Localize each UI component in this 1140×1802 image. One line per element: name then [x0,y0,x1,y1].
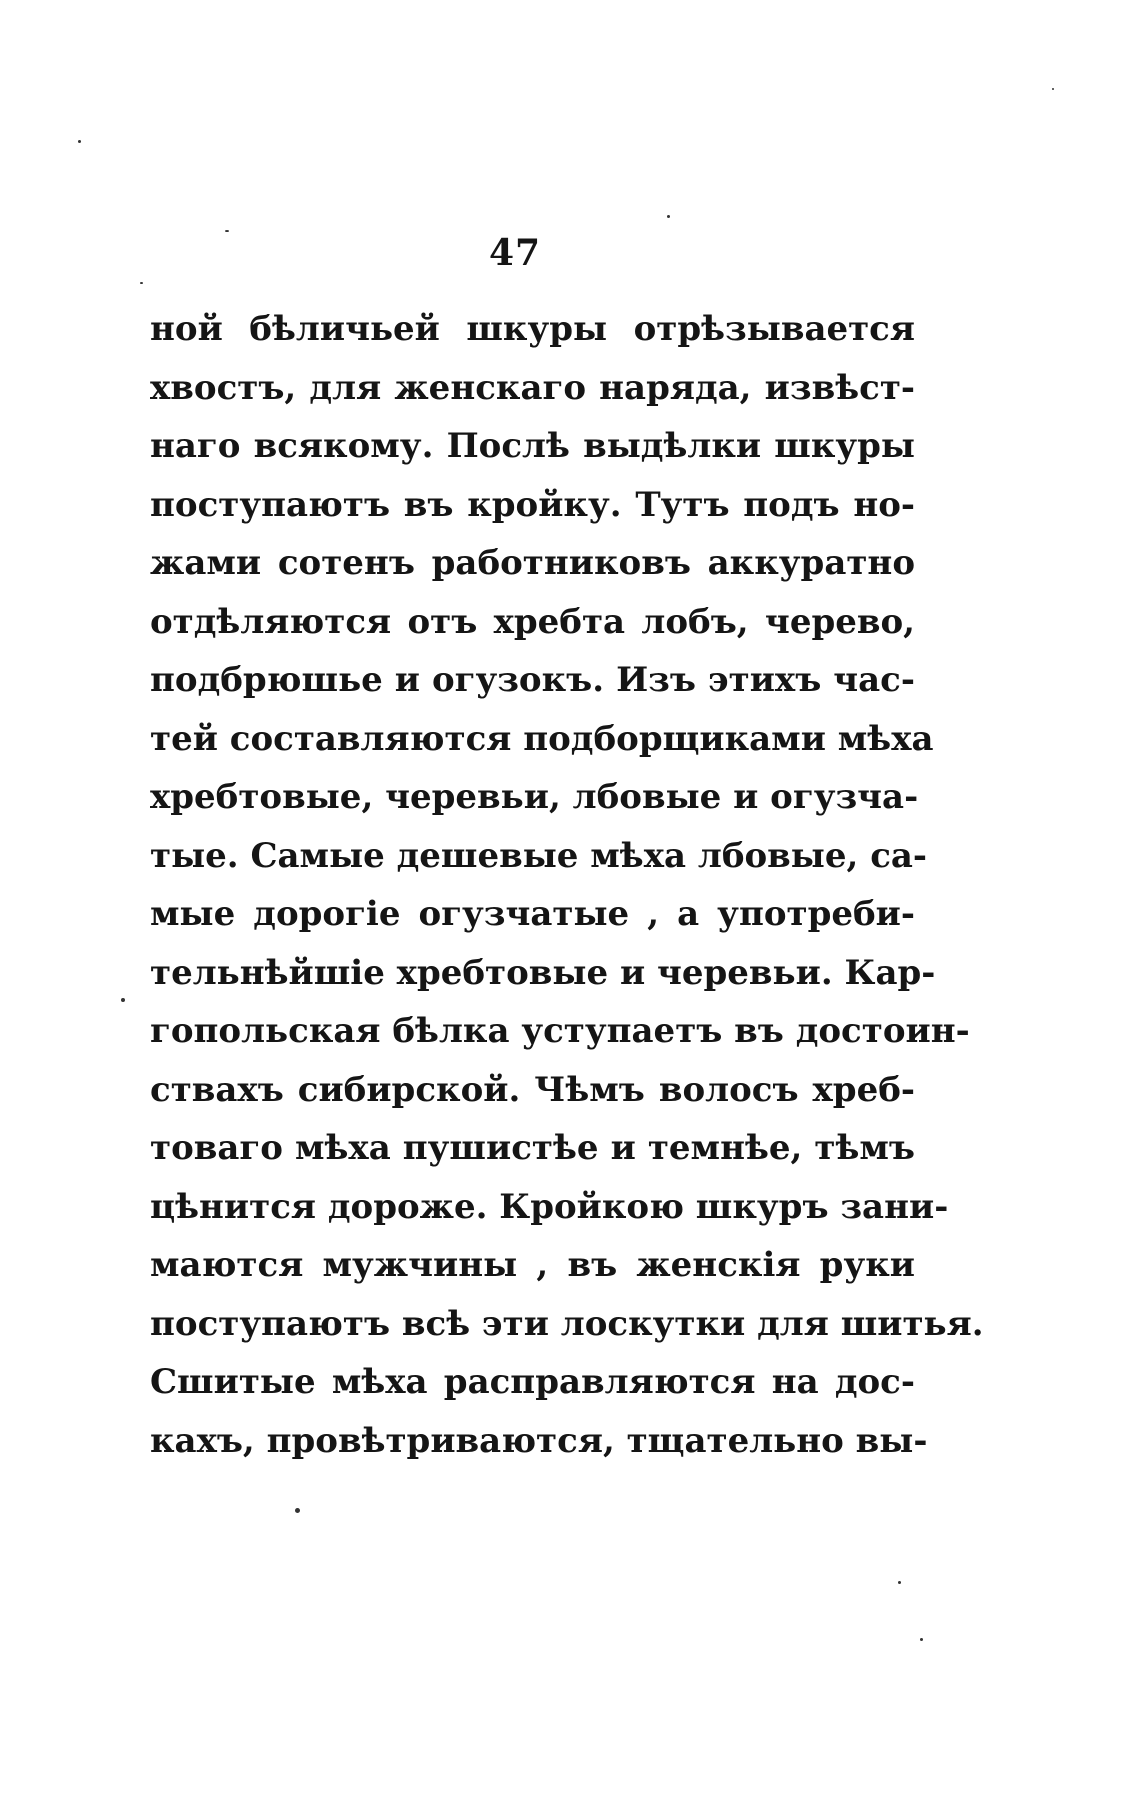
text-line: тей составляются подборщиками мѣха [150,718,934,759]
print-speck [898,1581,901,1584]
text-line: цѣнится дороже. Кройкою шкуръ зани- [150,1186,949,1227]
text-line: подбрюшье и огузокъ. Изъ этихъ час- [150,660,915,700]
text-line: тельнѣйшіе хребтовые и черевьи. Кар- [150,952,936,993]
print-speck [225,230,229,232]
print-speck [78,140,81,143]
print-speck [920,1638,923,1641]
text-line: поступаютъ всѣ эти лоскутки для шитья. [150,1303,984,1344]
print-speck [121,998,125,1002]
text-line: тые. Самые дешевые мѣха лбовые, са- [150,835,928,876]
text-line: отдѣляются отъ хребта лобъ, черево, [150,601,915,642]
text-line: хребтовые, черевьи, лбовые и огузча- [150,777,919,817]
text-line: хвостъ, для женскаго наряда, извѣст- [150,367,915,408]
print-speck [140,282,143,284]
text-line: ной бѣличьей шкуры отрѣзывается [150,309,915,349]
page-number: 47 [488,232,542,274]
text-line: ствахъ сибирской. Чѣмъ волосъ хреб- [150,1069,915,1110]
print-speck [667,215,670,218]
text-line: поступаютъ въ кройку. Тутъ подъ но- [150,484,915,525]
text-line: Сшитые мѣха расправляются на дос- [150,1362,915,1402]
text-line: товаго мѣха пушистѣе и темнѣе, тѣмъ [150,1128,915,1168]
text-line: гопольская бѣлка уступаетъ въ достоин- [150,1011,970,1051]
text-line: жами сотенъ работниковъ аккуратно [150,543,915,583]
body-text [150,300,984,1470]
text-line: маются мужчины , въ женскія руки [150,1245,915,1285]
text-line: мые дорогіе огузчатые , а употреби- [150,894,915,934]
text-line: кахъ, провѣтриваются, тщательно вы- [150,1420,928,1461]
print-speck [1052,88,1054,90]
print-speck [295,1508,300,1513]
text-line: наго всякому. Послѣ выдѣлки шкуры [150,426,915,466]
